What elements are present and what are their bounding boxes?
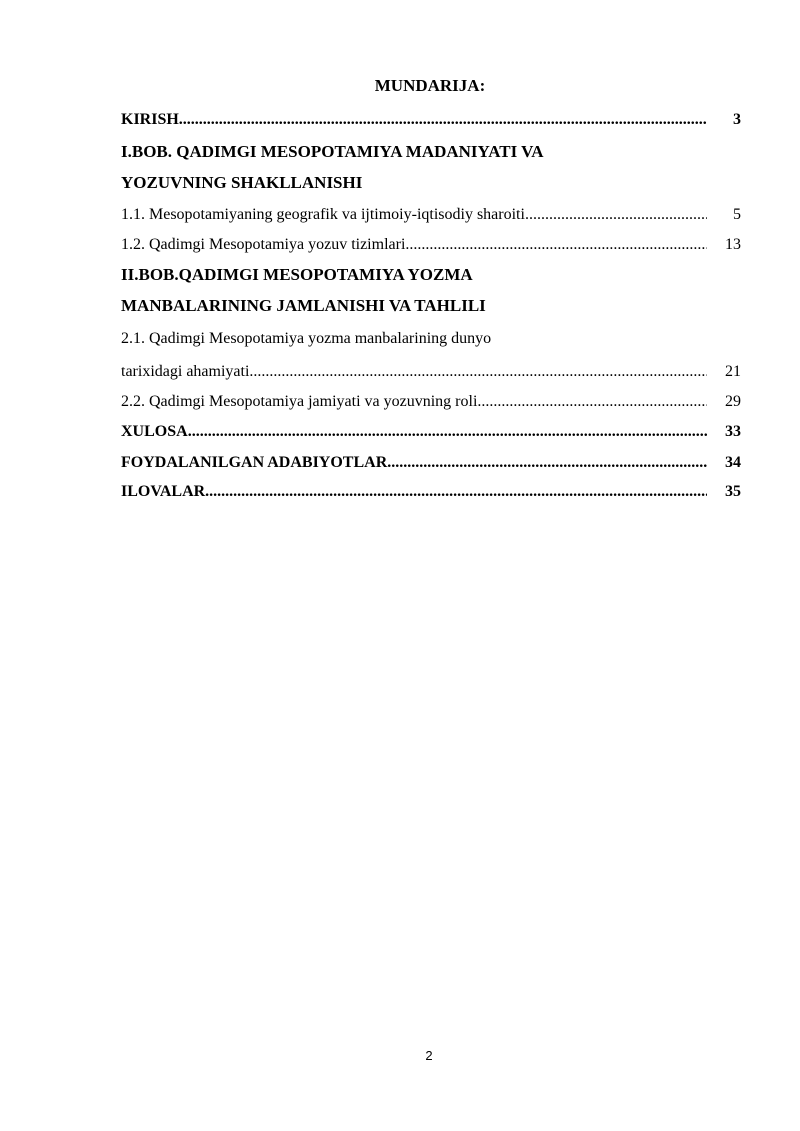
- toc-title: MUNDARIJA:: [374, 76, 486, 95]
- toc-entry-label: 1.2. Qadimgi Mesopotamiya yozuv tizimlari: [121, 236, 406, 253]
- toc-entry-1-1[interactable]: [121, 203, 741, 227]
- toc-entry-label: XULOSA: [121, 423, 188, 440]
- toc-entry-page: 33: [725, 423, 741, 440]
- toc-entry-label: tarixidagi ahamiyati: [121, 363, 250, 380]
- toc-entry-page: 35: [725, 483, 741, 500]
- toc-entry-page: 34: [725, 454, 741, 471]
- toc-entry-foydalanilgan-adabiyotlar[interactable]: [121, 451, 741, 475]
- toc-entry-page: 29: [725, 393, 741, 410]
- toc-entry-1-2[interactable]: [121, 233, 741, 257]
- toc-entry-page: 13: [725, 236, 741, 253]
- leader-dots: [205, 480, 707, 504]
- toc-entry-page: 3: [733, 111, 741, 128]
- toc-entry-2-1[interactable]: [121, 360, 741, 384]
- chapter-heading-1-line2: YOZUVNING SHAKLLANISHI: [121, 173, 363, 192]
- chapter-heading-2-line1: II.BOB.QADIMGI MESOPOTAMIYA YOZMA: [121, 265, 473, 284]
- toc-entry-label: ILOVALAR: [121, 483, 206, 500]
- toc-entry-label: 2.2. Qadimgi Mesopotamiya jamiyati va yozuvning roli: [121, 393, 478, 410]
- toc-entry-label: 1.1. Mesopotamiyaning geografik va ijtimoiy-iqtisodiy sharoiti: [121, 206, 525, 223]
- page-number: 2: [425, 1048, 433, 1063]
- toc-entry-page: 21: [725, 363, 741, 380]
- toc-entry-kirish[interactable]: [121, 108, 741, 132]
- leader-dots: [525, 203, 707, 227]
- leader-dots: [405, 233, 707, 257]
- toc-entry-2-1-line1: 2.1. Qadimgi Mesopotamiya yozma manbalarining dunyo: [121, 330, 492, 347]
- leader-dots: [477, 390, 707, 414]
- toc-entry-label: KIRISH: [121, 111, 179, 128]
- toc-entry-2-2[interactable]: [121, 390, 741, 414]
- toc-entry-page: 5: [733, 206, 741, 223]
- leader-dots: [387, 451, 707, 475]
- toc-entry-xulosa[interactable]: [121, 420, 741, 444]
- leader-dots: [249, 360, 707, 384]
- chapter-heading-1-line1: I.BOB. QADIMGI MESOPOTAMIYA MADANIYATI VA: [121, 142, 544, 161]
- toc-entry-label: FOYDALANILGAN ADABIYOTLAR: [121, 454, 388, 471]
- leader-dots: [188, 420, 707, 444]
- leader-dots: [179, 108, 707, 132]
- chapter-heading-2-line2: MANBALARINING JAMLANISHI VA TAHLILI: [121, 296, 486, 315]
- toc-entry-ilovalar[interactable]: [121, 480, 741, 504]
